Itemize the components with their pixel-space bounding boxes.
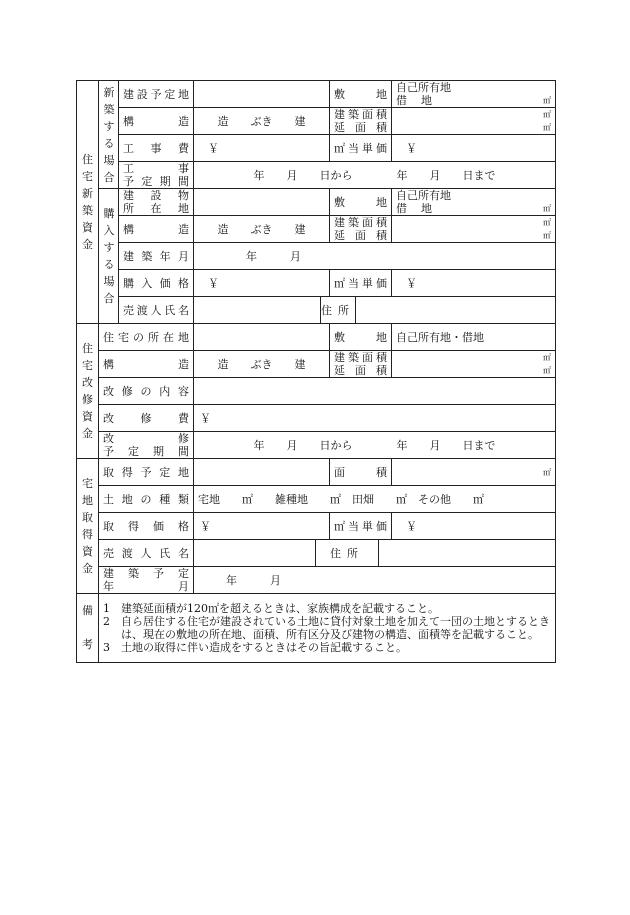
label-address-2: 住所 bbox=[316, 540, 379, 566]
planned-build-fill[interactable]: 年 月 bbox=[194, 567, 556, 594]
application-form-table bbox=[76, 80, 556, 663]
input-address[interactable] bbox=[356, 297, 555, 323]
input-acquisition-price[interactable]: ￥ bbox=[194, 513, 330, 540]
section-renovation: 住宅改修資金 bbox=[77, 324, 99, 459]
input-renovation-cost[interactable]: ￥ bbox=[194, 405, 556, 432]
label-planned-site: 建設予定地 bbox=[119, 81, 194, 108]
input-acquisition-site[interactable] bbox=[194, 459, 330, 486]
section-new-build: 住宅新築資金 bbox=[77, 81, 99, 324]
input-renovation-content[interactable] bbox=[194, 378, 556, 405]
own-or-lease-text[interactable]: 自己所有地・借地 bbox=[392, 324, 556, 351]
label-build-year: 建築年月 bbox=[119, 243, 194, 270]
note-item: 1 建築延面積が120㎡を超えるときは、家族構成を記載すること。 bbox=[103, 602, 439, 615]
input-cost[interactable]: ￥ bbox=[194, 135, 330, 162]
input-price[interactable]: ￥ bbox=[194, 270, 330, 297]
label-period: 工事 予定期間 bbox=[119, 162, 194, 189]
label-site: 敷地 bbox=[330, 81, 392, 108]
label-unit-price-2: ㎡当単価 bbox=[330, 270, 392, 297]
label-area: 面積 bbox=[330, 459, 392, 486]
label-acquisition-site: 取得予定地 bbox=[99, 459, 194, 486]
label-price: 購入価格 bbox=[119, 270, 194, 297]
input-building-location[interactable] bbox=[194, 189, 330, 216]
label-unit-price-3: ㎡当単価 bbox=[330, 513, 392, 540]
seller-address-cell bbox=[194, 297, 556, 324]
label-area-pair: 建築面積 延面積 bbox=[330, 108, 392, 135]
renovation-period-fill[interactable]: 年 月 日から 年 月 日まで bbox=[194, 432, 556, 459]
site-ownership-cell[interactable] bbox=[392, 81, 556, 108]
input-unit-price-3[interactable]: ￥ bbox=[392, 513, 556, 540]
label-unit-price: ㎡当単価 bbox=[330, 135, 392, 162]
label-area-pair-3: 建築面積 延面積 bbox=[330, 351, 392, 378]
seller-address-cell-2 bbox=[194, 540, 556, 567]
area-values-cell[interactable]: ㎡ ㎡ bbox=[392, 108, 556, 135]
subsection-purchase: 購入する場合 bbox=[99, 189, 119, 324]
site-ownership-cell-2[interactable]: 自己所有地 借地 ㎡ bbox=[392, 189, 556, 216]
input-seller-2[interactable] bbox=[194, 540, 316, 566]
label-structure-2: 構造 bbox=[119, 216, 194, 243]
label-structure-3: 構造 bbox=[99, 351, 194, 378]
section-land-acquisition: 宅地取得資金 bbox=[77, 459, 99, 594]
section-notes: 備考 bbox=[77, 594, 99, 663]
label-renovation-content: 改修の内容 bbox=[99, 378, 194, 405]
area-values-cell-3[interactable]: ㎡ ㎡ bbox=[392, 351, 556, 378]
label-address: 住所 bbox=[321, 297, 356, 323]
sqm-unit: ㎡ bbox=[543, 96, 551, 105]
own-land-text: 自己所有地 bbox=[396, 81, 451, 94]
structure-fill[interactable]: 造 ぶき 建 bbox=[194, 108, 330, 135]
label-site-2: 敷地 bbox=[330, 189, 392, 216]
subsection-new-construction: 新築する場合 bbox=[99, 81, 119, 189]
label-area-pair-2: 建築面積 延面積 bbox=[330, 216, 392, 243]
note-item: 3 土地の取得に伴い造成をするときはその旨記載すること。 bbox=[103, 641, 407, 654]
label-planned-build: 建築予定 年月 bbox=[99, 567, 194, 594]
structure-fill-3[interactable]: 造 ぶき 建 bbox=[194, 351, 330, 378]
period-fill[interactable]: 年 月 日から 年 月 日まで bbox=[194, 162, 556, 189]
build-year-fill[interactable]: 年 月 bbox=[194, 243, 556, 270]
label-structure: 構造 bbox=[119, 108, 194, 135]
label-renovation-cost: 改修費 bbox=[99, 405, 194, 432]
label-building-location: 建設物 所在地 bbox=[119, 189, 194, 216]
label-cost: 工事費 bbox=[119, 135, 194, 162]
input-unit-price[interactable]: ￥ bbox=[392, 135, 556, 162]
input-seller[interactable] bbox=[194, 297, 321, 323]
input-planned-site[interactable] bbox=[194, 81, 330, 108]
area-values-cell-2[interactable]: ㎡ ㎡ bbox=[392, 216, 556, 243]
input-house-location[interactable] bbox=[194, 324, 330, 351]
note-item: 2 自ら居住する住宅が建設されている土地に貸付対象土地を加えて一団の土地とするときは、現在の敷地の所在地、面積、所有区分及び建物の構造、面積等を記載すること。 bbox=[103, 615, 550, 641]
input-address-2[interactable] bbox=[379, 540, 555, 566]
label-renovation-period: 改修 予定期間 bbox=[99, 432, 194, 459]
input-unit-price-2[interactable]: ￥ bbox=[392, 270, 556, 297]
label-house-location: 住宅の所在地 bbox=[99, 324, 194, 351]
label-seller-2: 売渡人氏名 bbox=[99, 540, 194, 567]
notes-cell bbox=[99, 594, 556, 663]
label-seller: 売渡人氏名 bbox=[119, 297, 194, 324]
lease-land-text: 借地 bbox=[396, 94, 446, 107]
structure-fill-2[interactable]: 造 ぶき 建 bbox=[194, 216, 330, 243]
label-land-type: 土地の種類 bbox=[99, 486, 194, 513]
input-area[interactable]: ㎡ bbox=[392, 459, 556, 486]
land-types-fill[interactable]: 宅地 ㎡ 雑種地 ㎡ 田畑 ㎡ その他 ㎡ bbox=[194, 486, 556, 513]
label-site-3: 敷地 bbox=[330, 324, 392, 351]
label-acquisition-price: 取得価格 bbox=[99, 513, 194, 540]
